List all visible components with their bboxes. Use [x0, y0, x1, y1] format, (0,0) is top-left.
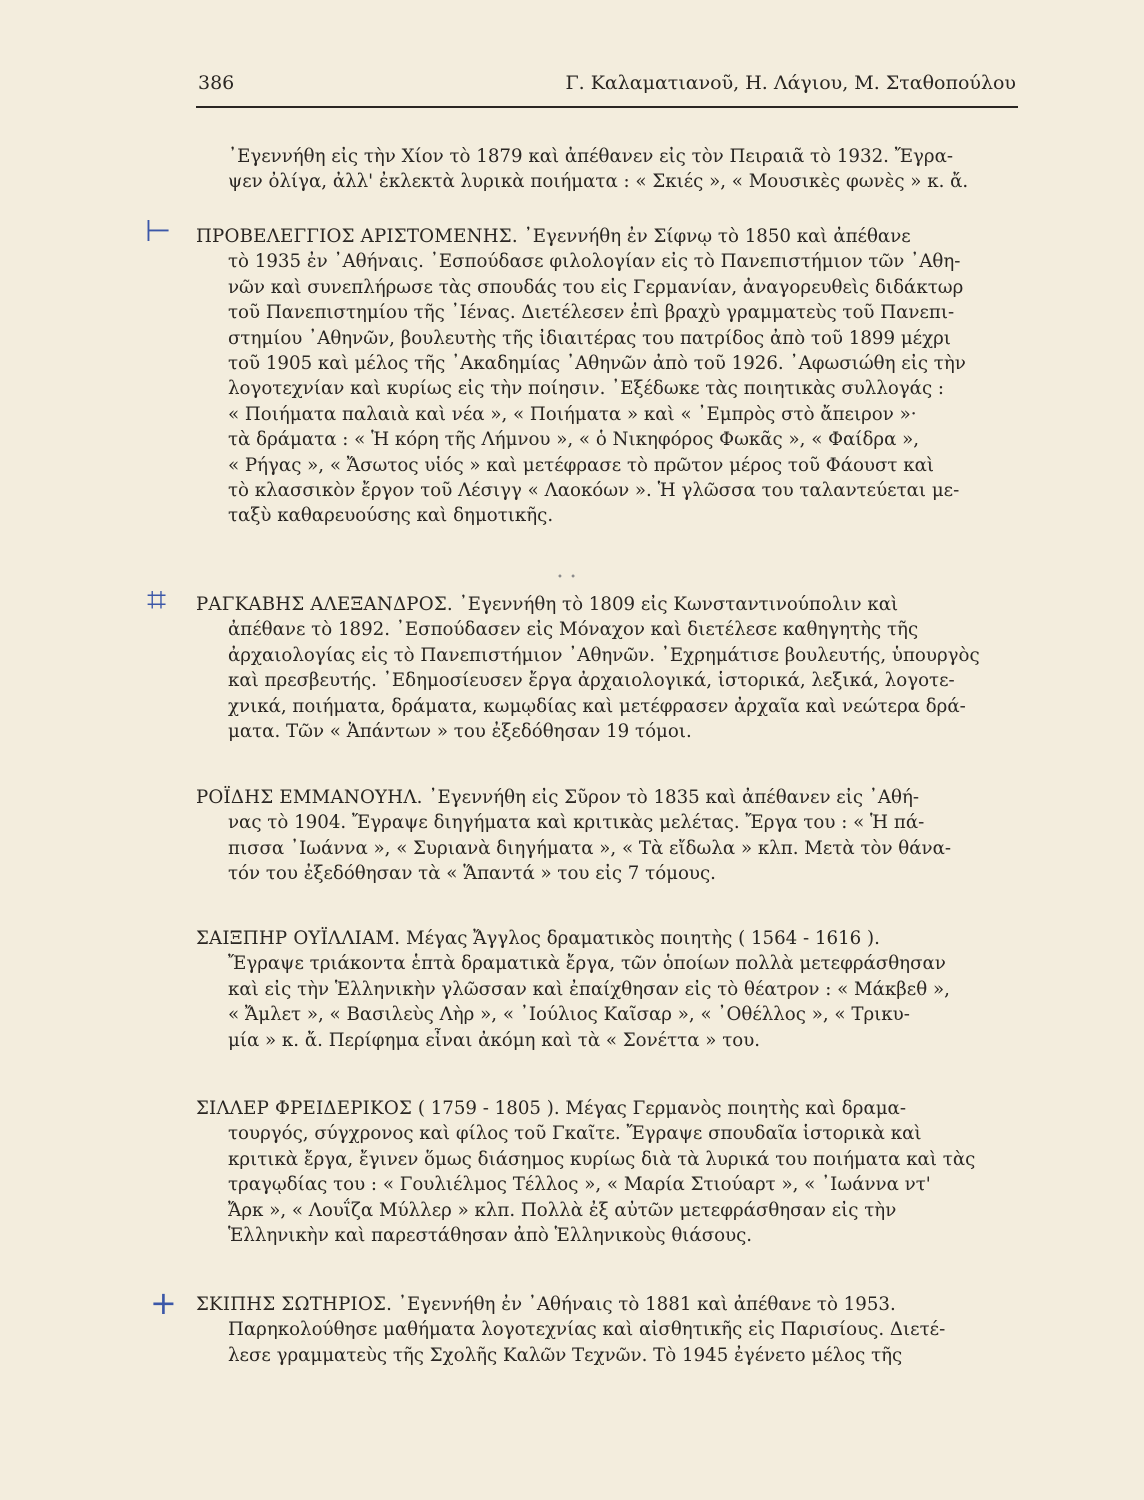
text-line: πισσα ᾿Ιωάννα », « Συριανὰ διηγήματα », « Τὰ εἴδωλα » κλπ. Μετὰ τὸν θάνα- [228, 837, 952, 859]
text-line: στημίου ᾿Αθηνῶν, βουλευτὴς τῆς ἰδιαιτέρας του πατρίδος ἀπὸ τοῦ 1899 μέχρι [228, 327, 951, 349]
entry-heading: ΣΑΙΞΠΗΡ ΟΥΪΛΛΙΑΜ. [196, 928, 401, 949]
text-line: τοῦ 1905 καὶ μέλος τῆς ᾿Ακαδημίας ᾿Αθηνῶν ἀπὸ τοῦ 1926. ᾿Αφωσιώθη εἰς τὴν [228, 353, 966, 375]
cross-mark-icon: ⊢ [145, 214, 172, 249]
entry-heading: ΡΟΪΔΗΣ ΕΜΜΑΝΟΥΗΛ. [196, 787, 423, 808]
text-line: τὰ δράματα : « Ἡ κόρη τῆς Λήμνου », « ὁ Νικηφόρος Φωκᾶς », « Φαίδρα », [228, 429, 920, 451]
text-line: Παρηκολούθησε μαθήματα λογοτεχνίας καὶ αἰσθητικῆς εἰς Παρισίους. Διετέ- [228, 1319, 946, 1341]
text-line: τουργός, σύγχρονος καὶ φίλος τοῦ Γκαῖτε. Ἔγραψε σπουδαῖα ἱστορικὰ καὶ [228, 1123, 922, 1145]
entry-heading: ΠΡΟΒΕΛΕΓΓΙΟΣ ΑΡΙΣΤΟΜΕΝΗΣ. [196, 226, 518, 247]
entry-heading: ΡΑΓΚΑΒΗΣ ΑΛΕΞΑΝΔΡΟΣ. [196, 594, 453, 615]
text-line: ᾿Εγεννήθη εἰς τὴν Χίον τὸ 1879 καὶ ἀπέθανεν εἰς τὸν Πειραιᾶ τὸ 1932. Ἔγρα- [228, 146, 954, 167]
entry-heading: ΣΚΙΠΗΣ ΣΩΤΗΡΙΟΣ. [196, 1294, 393, 1315]
entry-heading: ΣΙΛΛΕΡ ΦΡΕΙΔΕΡΙΚΟΣ [196, 1098, 413, 1119]
entry-first-line: ᾿Εγεννήθη εἰς Σῦρον τὸ 1835 καὶ ἀπέθανεν εἰς ᾿Αθή- [428, 787, 920, 808]
text-line: ἀρχαιολογίας εἰς τὸ Πανεπιστήμιον ᾿Αθηνῶν. ᾿Εχρημάτισε βουλευτής, ὑπουργὸς [228, 644, 980, 666]
text-line: Ἄρκ », « Λουΐζα Μύλλερ » κλπ. Πολλὰ ἐξ αὐτῶν μετεφράσθησαν εἰς τὴν [228, 1199, 897, 1221]
text-line: καὶ πρεσβευτής. ᾿Εδημοσίευσεν ἔργα ἀρχαιολογικά, ἱστορικά, λεξικά, λογοτε- [228, 670, 955, 692]
text-line: Ἔγραψε τριάκοντα ἑπτὰ δραματικὰ ἔργα, τῶν ὁποίων πολλὰ μετεφράσθησαν [228, 953, 946, 975]
text-line: « Ἄμλετ », « Βασιλεὺς Λὴρ », « ᾿Ιούλιος Καῖσαρ », « ᾿Οθέλλος », « Τρικυ- [228, 1004, 910, 1026]
text-line: λογοτεχνίαν καὶ κυρίως εἰς τὴν ποίησιν. ᾿Εξέδωκε τὰς ποιητικὰς συλλογάς : [228, 378, 945, 400]
text-line: « Ρήγας », « Ἄσωτος υἱός » καὶ μετέφρασε τὸ πρῶτον μέρος τοῦ Φάουστ καὶ [228, 454, 935, 476]
text-line: καὶ εἰς τὴν Ἑλληνικὴν γλῶσσαν καὶ ἐπαίχθησαν εἰς τὸ θέατρον : « Μάκβεθ », [228, 978, 950, 1000]
hash-mark-icon: ⌗ [147, 580, 167, 620]
text-line: κριτικὰ ἔργα, ἔγινεν ὅμως διάσημος κυρίως διὰ τὰ λυρικά του ποιήματα καὶ τὰς [228, 1148, 976, 1170]
text-line: τόν του ἐξεδόθησαν τὰ « Ἅπαντά » του εἰς 7 τόμους. [228, 863, 716, 885]
entry-first-line: ᾿Εγεννήθη ἐν Σίφνῳ τὸ 1850 καὶ ἀπέθανε [523, 226, 911, 247]
text-line: ταξὺ καθαρευούσης καὶ δημοτικῆς. [228, 505, 554, 527]
text-line: Ἑλληνικὴν καὶ παρεστάθησαν ἀπὸ Ἑλληνικοὺς θιάσους. [228, 1225, 753, 1247]
header-rule [196, 106, 1018, 108]
entry-schiller [196, 1096, 1018, 1248]
text-line: ματα. Τῶν « Ἁπάντων » του ἐξεδόθησαν 19 τόμοι. [228, 721, 692, 743]
text-line: τὸ κλασσικὸν ἔργον τοῦ Λέσιγγ « Λαοκόων ». Ἡ γλῶσσα του ταλαντεύεται με- [228, 480, 960, 502]
entry-first-line: ( 1759 - 1805 ). Μέγας Γερμανὸς ποιητὴς καὶ δραμα- [417, 1098, 906, 1119]
entry-skipis [196, 1292, 1018, 1368]
entry-first-line: ᾿Εγεννήθη ἐν ᾿Αθήναις τὸ 1881 καὶ ἀπέθανε τὸ 1953. [397, 1294, 896, 1315]
page-header [198, 72, 1016, 94]
entry-roidis [196, 785, 1018, 887]
text-line: « Ποιήματα παλαιὰ καὶ νέα », « Ποιήματα » καὶ « ᾿Εμπρὸς στὸ ἄπειρον »· [228, 403, 917, 425]
entry-first-line: ᾿Εγεννήθη τὸ 1809 εἰς Κωνσταντινούπολιν καὶ [458, 594, 899, 615]
text-line: ἀπέθανε τὸ 1892. ᾿Εσπούδασεν εἰς Μόναχον καὶ διετέλεσε καθηγητὴς τῆς [228, 619, 919, 641]
text-line: τὸ 1935 ἐν ᾿Αθήναις. ᾿Εσπούδασε φιλολογίαν εἰς τὸ Πανεπιστήμιον τῶν ᾿Αθη- [228, 251, 961, 273]
text-line: ψεν ὀλίγα, ἀλλ' ἐκλεκτὰ λυρικὰ ποιήματα : « Σκιές », « Μουσικὲς φωνὲς » κ. ἄ. [228, 171, 969, 193]
entry-ragkavis [196, 592, 1018, 744]
running-title: Γ. Καλαματιανοῦ, Η. Λάγιου, Μ. Σταθοπούλου [565, 72, 1016, 94]
intro-paragraph [228, 144, 1018, 195]
text-line: χνικά, ποιήματα, δράματα, κωμῳδίας καὶ μετέφρασεν ἀρχαῖα καὶ νεώτερα δρά- [228, 695, 966, 717]
text-line: λεσε γραμματεὺς τῆς Σχολῆς Καλῶν Τεχνῶν. Τὸ 1945 ἐγένετο μέλος τῆς [228, 1344, 903, 1366]
entry-first-line: Μέγας Ἄγγλος δραματικὸς ποιητὴς ( 1564 - 1616 ). [406, 928, 880, 949]
entry-shakespeare [196, 926, 1018, 1053]
text-line: μία » κ. ἄ. Περίφημα εἶναι ἀκόμη καὶ τὰ « Σονέττα » του. [228, 1029, 761, 1051]
stray-marks: • • [557, 572, 578, 583]
text-line: τραγῳδίας του : « Γουλιέλμος Τέλλος », « Μαρία Στιούαρτ », « ᾿Ιωάννα ντ' [228, 1174, 931, 1196]
text-line: νῶν καὶ συνεπλήρωσε τὰς σπουδάς του εἰς Γερμανίαν, ἀναγορευθεὶς διδάκτωρ [228, 276, 964, 298]
text-line: νας τὸ 1904. Ἔγραψε διηγήματα καὶ κριτικὰς μελέτας. Ἔργα του : « Ἡ πά- [228, 812, 925, 834]
text-line: τοῦ Πανεπιστημίου τῆς ᾿Ιένας. Διετέλεσεν ἐπὶ βραχὺ γραμματεὺς τοῦ Πανεπι- [228, 302, 955, 324]
plus-mark-icon: + [150, 1284, 177, 1322]
page-number: 386 [198, 72, 235, 94]
entry-proveleggios [196, 224, 1018, 529]
